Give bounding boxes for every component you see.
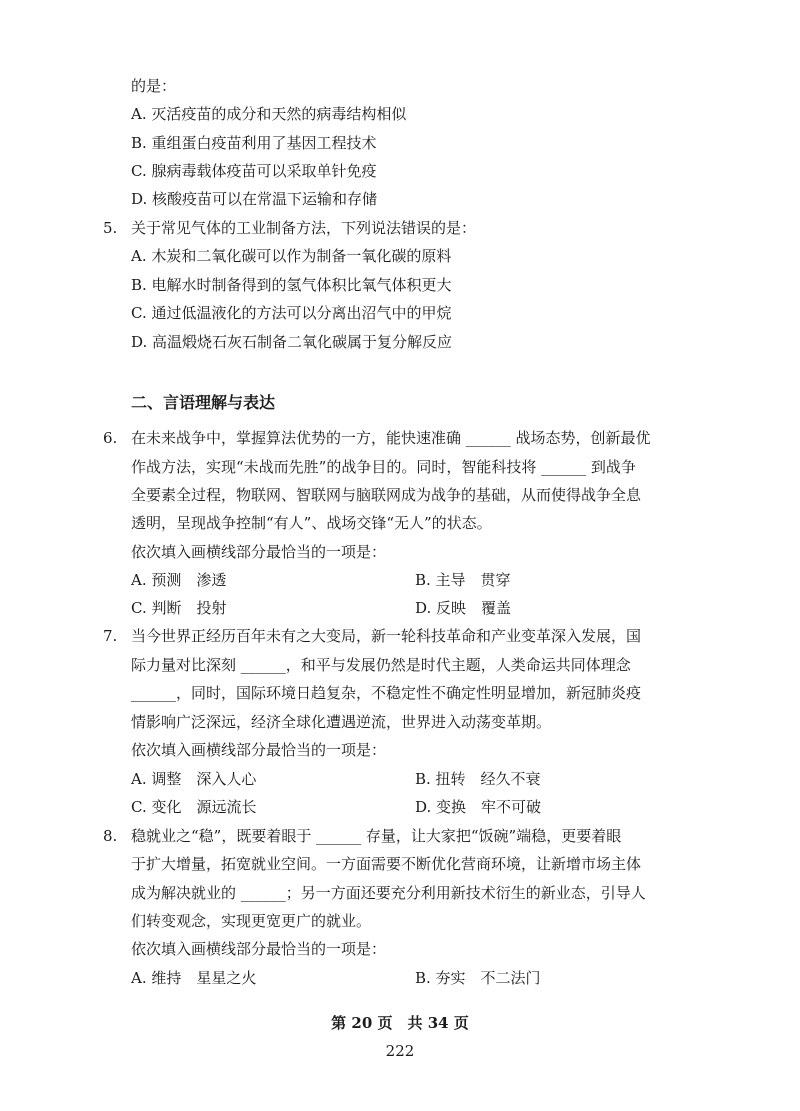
question-line: 于扩大增量，拓宽就业空间。一方面需要不断优化营商环境，让新增市场主体: [131, 855, 642, 873]
question-line: 全要素全过程，物联网、智联网与脑联网成为战争的基础，从而使得战争全息: [131, 486, 642, 504]
question-line: ______，同时，国际环境日趋复杂，不稳定性不确定性明显增加，新冠肺炎疫: [131, 684, 642, 702]
option-a: A. 维持 星星之火: [131, 969, 257, 987]
option-a: A. 灭活疫苗的成分和天然的病毒结构相似: [131, 105, 407, 123]
option-a: A. 预测 渗透: [131, 571, 227, 589]
option-c: C. 判断 投射: [131, 599, 227, 617]
question-number: 8.: [103, 827, 118, 845]
option-d: D. 反映 覆盖: [415, 599, 512, 617]
option-b: B. 主导 贯穿: [415, 571, 511, 589]
page-number: 222: [385, 1042, 415, 1060]
option-b: B. 电解水时制备得到的氢气体积比氧气体积更大: [131, 276, 452, 294]
question-number: 5.: [103, 219, 118, 237]
question-line: 在未来战争中，掌握算法优势的一方，能快速准确 ______ 战场态势，创新最优: [131, 429, 651, 447]
option-c: C. 通过低温液化的方法可以分离出沼气中的甲烷: [131, 304, 452, 322]
option-c: C. 腺病毒载体疫苗可以采取单针免疫: [131, 162, 377, 180]
question-prompt: 依次填入画横线部分最恰当的一项是：: [131, 940, 387, 958]
question-prompt: 依次填入画横线部分最恰当的一项是：: [131, 543, 387, 561]
option-b: B. 扭转 经久不衰: [415, 770, 541, 788]
option-d: D. 核酸疫苗可以在常温下运输和存储: [131, 190, 378, 208]
question-line: 们转变观念，实现更宽更广的就业。: [131, 912, 372, 930]
question-number: 7.: [103, 627, 118, 645]
question-number: 6.: [103, 429, 118, 447]
option-a: A. 木炭和二氧化碳可以作为制备一氧化碳的原料: [131, 247, 452, 265]
option-b: B. 重组蛋白疫苗利用了基因工程技术: [131, 134, 377, 152]
question-stem: 关于常见气体的工业制备方法，下列说法错误的是：: [131, 219, 477, 237]
option-d: D. 高温煅烧石灰石制备二氧化碳属于复分解反应: [131, 333, 453, 351]
section-title: 二、言语理解与表达: [131, 393, 276, 412]
question-line: 情影响广泛深远，经济全球化遭遇逆流，世界进入动荡变革期。: [131, 713, 552, 731]
option-c: C. 变化 源远流长: [131, 798, 257, 816]
question-line: 当今世界正经历百年未有之大变局，新一轮科技革命和产业变革深入发展，国: [131, 627, 642, 645]
question-line: 作战方法，实现“未战而先胜”的战争目的。同时，智能科技将 ______ 到战争: [131, 458, 636, 476]
option-a: A. 调整 深入人心: [131, 770, 257, 788]
question-line: 稳就业之“稳”，既要着眼于 ______ 存量，让大家把“饭碗”端稳，更要着眼: [131, 827, 622, 845]
question-prompt: 依次填入画横线部分最恰当的一项是：: [131, 741, 387, 759]
option-b: B. 夯实 不二法门: [415, 969, 541, 987]
question-line: 透明，呈现战争控制“有人”、战场交锋“无人”的状态。: [131, 514, 492, 532]
question-line: 际力量对比深刻 ______，和平与发展仍然是时代主题，人类命运共同体理念: [131, 656, 631, 674]
page-label: 第 20 页 共 34 页: [331, 1014, 469, 1032]
question-stem-end: 的是：: [131, 77, 177, 95]
option-d: D. 变换 牢不可破: [415, 798, 542, 816]
question-line: 成为解决就业的 ______；另一方面还要充分利用新技术衍生的新业态，引导人: [131, 884, 646, 902]
